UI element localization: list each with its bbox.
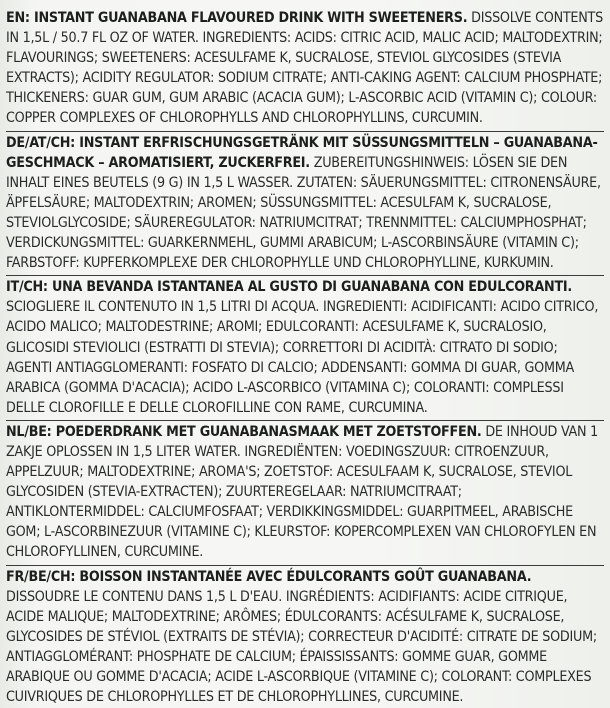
ingredients-label bbox=[6, 8, 604, 708]
section-it-body: SCIOGLIERE IL CONTENUTO IN 1,5 LITRI DI ACQUA. INGREDIENTI: ACIDIFICANTI: ACIDO CITRICO, ACIDO MALICO; MALTODESTRINE; AROMI; EDULCORANTI: ACESULFAME K, SUCRALOSIO, GLICOSIDI STEVIOLICI (ESTRATTI DI STEVIA); CORRETTORI DI ACIDITÀ: CITRATO DI SODIO; AGENTI ANTIAGGLOMERANTI: FOSFATO DI CALCIO; ADDENSANTI: GOMMA DI GUAR, GOMMA ARABICA (GOMMA D'ACACIA); ACIDO L-ASCORBICO (VITAMINA C); COLORANTI: COMPLESSI DELLE CLOROFILLE E DELLE CLOROFILLINE CON RAME, CURCUMINA. bbox=[6, 299, 599, 416]
section-fr-heading: FR/BE/CH: BOISSON INSTANTANÉE AVEC ÉDULCORANTS GOÛT GUANABANA. bbox=[6, 568, 532, 585]
section-fr bbox=[6, 567, 604, 708]
section-divider bbox=[6, 565, 604, 566]
section-fr-body: DISSOUDRE LE CONTENU DANS 1,5 L D'EAU. INGRÉDIENTS: ACIDIFIANTS: ACIDE CITRIQUE, ACIDE MALIQUE; MALTODEXTRINE; ARÔMES; ÉDULCORANTS: ACÉSULFAME K, SUCRALOSE, GLYCOSIDES DE STÉVIOL (EXTRAITS DE STÉVIA); CORRECTEUR D'ACIDITÉ: CITRATE DE SODIUM; ANTIAGGLOMÉRANT: PHOSPHATE DE CALCIUM; ÉPAISSISSANTS: GOMME GUAR, GOMME ARABIQUE OU GOMME D'ACACIA; ACIDE L-ASCORBIQUE (VITAMINE C); COLORANT: COMPLEXES CUIVRIQUES DE CHLOROPHYLLES ET DE CHLOROPHYLLINES, CURCUMINE. bbox=[6, 588, 597, 706]
section-nl-body: DE INHOUD VAN 1 ZAKJE OPLOSSEN IN 1,5 LITER WATER. INGREDIËNTEN: VOEDINGSZUUR: CITROENZUUR, APPELZUUR; MALTODEXTRINE; AROMA'S; ZOETSTOF: ACESULFAAM K, SUCRALOSE, STEVIOL GLYCOSIDEN (STEVIA-EXTRACTEN); ZUURTEREGELAAR: NATRIUMCITRAAT; ANTIKLONTERMIDDEL: CALCIUMFOSFAAT; VERDIKKINGSMIDDEL: GUARPITMEEL, ARABISCHE GOM; L-ASCORBINEZUUR (VITAMINE C); KLEURSTOF: KOPERCOMPLEXEN VAN CHLOROFYLEN EN CHLOROFYLLINEN, CURCUMINE. bbox=[6, 423, 598, 561]
section-nl bbox=[6, 422, 604, 564]
section-en-body: DISSOLVE CONTENTS IN 1,5L / 50.7 FL OZ OF WATER. INGREDIENTS: ACIDS: CITRIC ACID, MALIC ACID; MALTODEXTRIN; FLAVOURINGS; SWEETENERS: ACESULFAME K, SUCRALOSE, STEVIOL GLYCOSIDES (STEVIA EXTRACTS); ACIDITY REGULATOR: SODIUM CITRATE; ANTI-CAKING AGENT: CALCIUM PHOSPHATE; THICKENERS: GUAR GUM, GUM ARABIC (ACACIA GUM); L-ASCORBIC ACID (VITAMIN C); COLOUR: COPPER COMPLEXES OF CHLOROPHYLLS AND CHLOROPHYLLINS, CURCUMIN. bbox=[6, 10, 603, 127]
section-en-heading: EN: INSTANT GUANABANA FLAVOURED DRINK WITH SWEETENERS. bbox=[6, 10, 468, 26]
section-nl-heading: NL/BE: POEDERDRANK MET GUANABANASMAAK MET ZOETSTOFFEN. bbox=[6, 423, 482, 440]
section-it-heading: IT/CH: UNA BEVANDA ISTANTANEA AL GUSTO DI GUANABANA CON EDULCORANTI. bbox=[6, 279, 573, 296]
section-de-heading: DE/AT/CH: INSTANT ERFRISCHUNGSGETRÄNK MIT SÜSSUNGSMITTELN – GUANABANA-GESCHMACK – AROMATISIERT, ZUCKERFREI. bbox=[6, 134, 598, 171]
section-divider bbox=[6, 131, 604, 132]
section-divider bbox=[6, 275, 604, 276]
section-en bbox=[6, 8, 604, 130]
section-it bbox=[6, 277, 604, 419]
section-divider bbox=[6, 420, 604, 421]
section-de-body: ZUBEREITUNGSHINWEIS: LÖSEN SIE DEN INHALT EINES BEUTELS (9 G) IN 1,5 L WASSER. ZUTATEN: SÄUERUNGSMITTEL: CITRONENSÄURE, ÄPFELSÄURE; MALTODEXTRIN; AROMEN; SÜSSUNGSMITTEL: ACESULFAM K, SUCRALOSE, STEVIOLGLYCOSIDE; SÄUREREGULATOR: NATRIUMCITRAT; TRENNMITTEL: CALCIUMPHOSPHAT; VERDICKUNGSMITTEL: GUARKERNMEHL, GUMMI ARABICUM; L-ASCORBINSÄURE (VITAMIN C); FARBSTOFF: KUPFERKOMPLEXE DER CHLOROPHYLLE UND CHLOROPHYLLINE, KURKUMIN. bbox=[6, 154, 601, 272]
section-de bbox=[6, 133, 604, 275]
